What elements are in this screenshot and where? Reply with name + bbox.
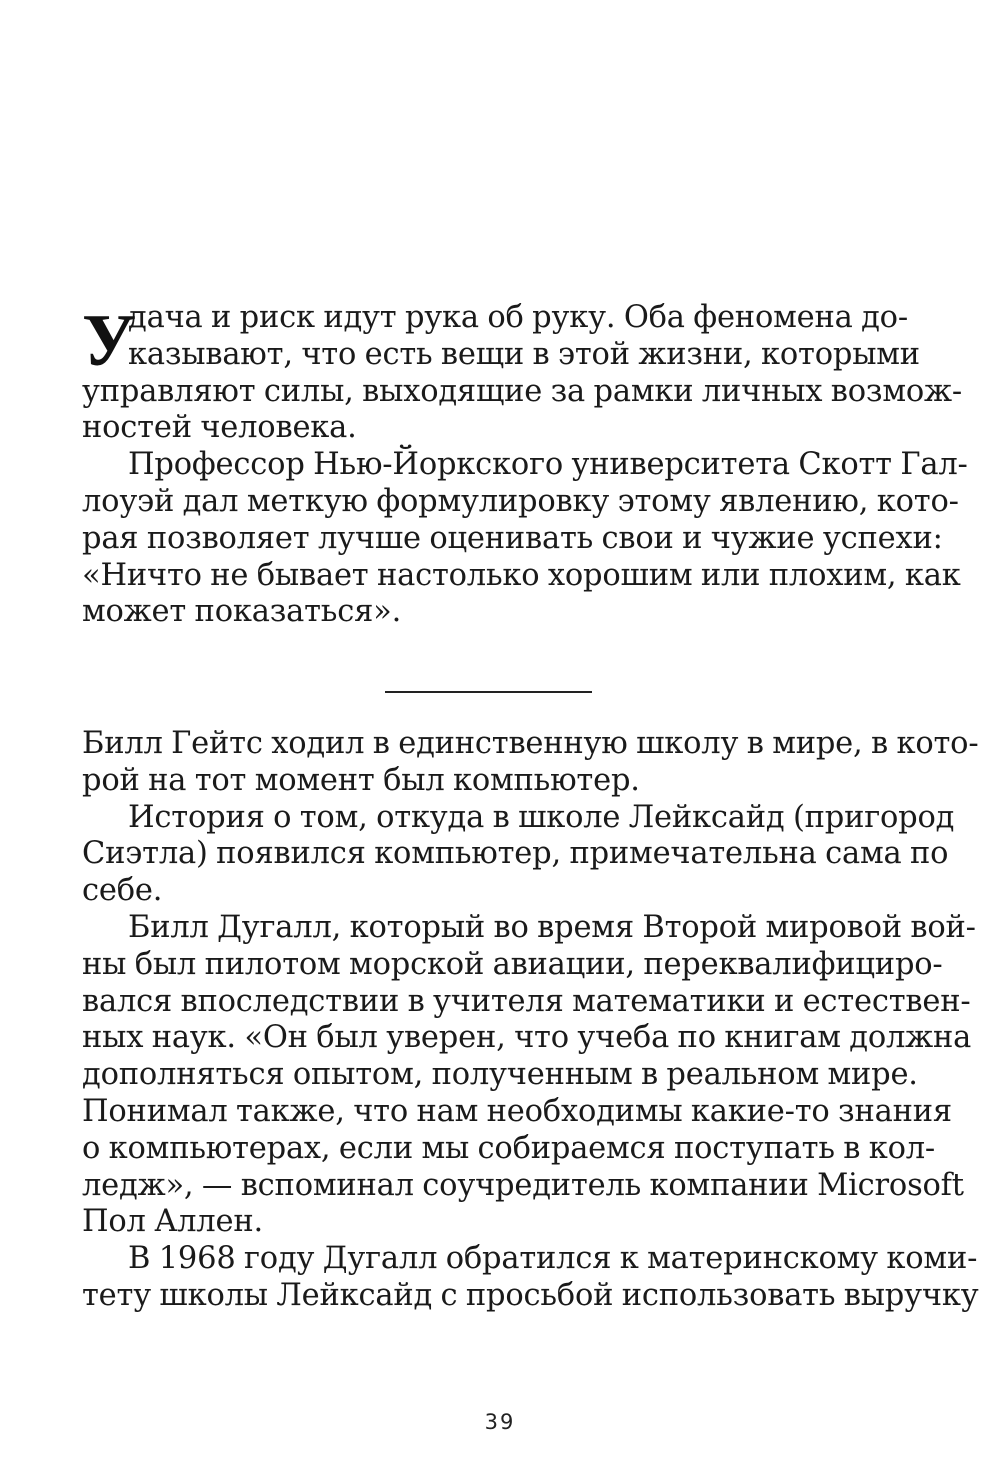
text-line: Сиэтла) появился компьютер, примечательна сама по xyxy=(82,836,949,872)
text-line: ледж», — вспоминал соучредитель компании Microsoft xyxy=(82,1167,964,1203)
text-line: Билл Гейтс ходил в единственную школу в мире, в кото- xyxy=(82,726,979,761)
text-line: Билл Дугалл, который во время Второй мировой вой- xyxy=(128,909,976,945)
paragraph-4 xyxy=(82,799,955,910)
text-line: В 1968 году Дугалл обратился к материнскому коми- xyxy=(128,1241,978,1277)
text-line: казывают, что есть вещи в этой жизни, которыми xyxy=(128,336,920,372)
text-line: дополняться опытом, полученным в реальном мире. xyxy=(82,1057,918,1093)
text-block-intro xyxy=(82,300,968,631)
text-line: История о том, откуда в школе Лейксайд (пригород xyxy=(128,799,955,835)
text-line: дача и риск идут рука об руку. Оба феномена до- xyxy=(128,300,908,335)
text-line: управляют силы, выходящие за рамки личных возмож- xyxy=(82,373,963,409)
text-line: ностей человека. xyxy=(82,410,357,446)
text-line: Пол Аллен. xyxy=(82,1204,263,1240)
paragraph-5 xyxy=(82,909,976,1241)
text-block-main xyxy=(82,726,979,1315)
text-line: лоуэй дал меткую формулировку этому явлению, кото- xyxy=(82,483,959,519)
text-line: ны был пилотом морской авиации, переквалифициро- xyxy=(82,946,943,982)
paragraph-1 xyxy=(82,300,963,447)
page-number: 39 xyxy=(484,1410,516,1434)
text-line: может показаться». xyxy=(82,594,402,630)
text-line: рой на тот момент был компьютер. xyxy=(82,762,640,798)
text-line: тету школы Лейксайд с просьбой использовать выручку xyxy=(82,1277,979,1313)
text-line: вался впоследствии в учителя математики и естествен- xyxy=(82,983,971,1019)
paragraph-2 xyxy=(82,447,968,631)
text-line: о компьютерах, если мы собираемся поступать в кол- xyxy=(82,1130,936,1166)
text-line: Профессор Нью-Йоркского университета Скотт Гал- xyxy=(128,447,968,483)
paragraph-3 xyxy=(82,726,979,800)
section-separator xyxy=(385,691,592,693)
text-line: рая позволяет лучше оценивать свои и чужие успехи: xyxy=(82,520,943,556)
text-line: себе. xyxy=(82,873,163,909)
paragraph-6 xyxy=(82,1241,979,1315)
text-line: «Ничто не бывает настолько хорошим или плохим, как xyxy=(82,557,961,593)
text-line: ных наук. «Он был уверен, что учеба по книгам должна xyxy=(82,1020,972,1056)
text-line: Понимал также, что нам необходимы какие-то знания xyxy=(82,1093,952,1129)
drop-cap: У xyxy=(82,300,137,382)
